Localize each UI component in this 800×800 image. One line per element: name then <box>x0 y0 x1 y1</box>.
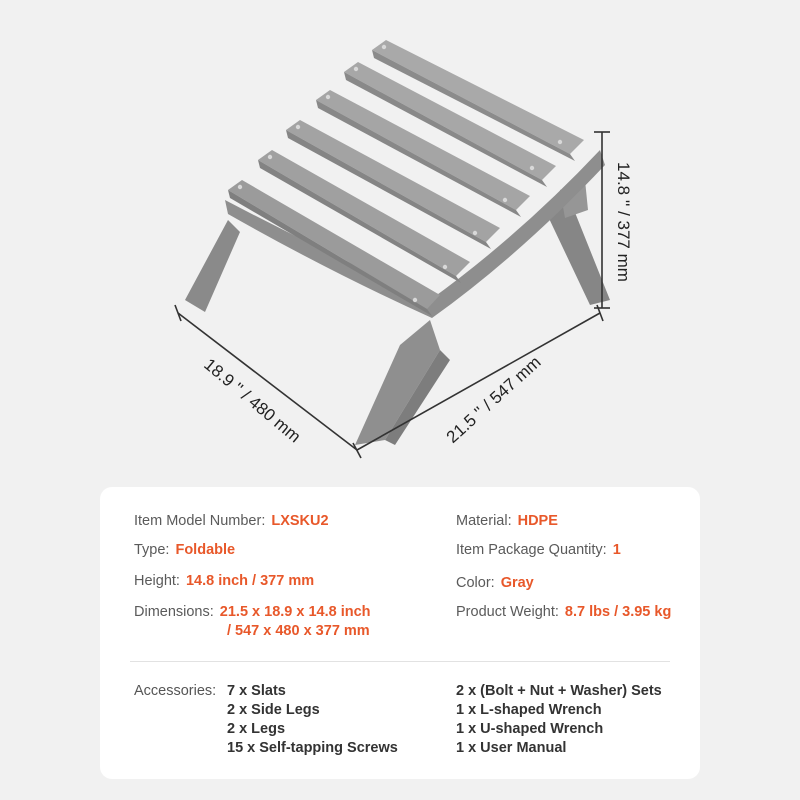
accessory-item: 2 x Legs <box>227 721 286 737</box>
width-dimension-label: 21.5 '' / 547 mm <box>442 352 545 447</box>
spec-height-value: 14.8 inch / 377 mm <box>185 573 315 589</box>
back-left-leg <box>185 220 240 312</box>
spec-material <box>456 513 558 529</box>
spec-model-label: Item Model Number: <box>134 513 266 529</box>
depth-dimension-label: 18.9 '' / 480 mm <box>200 354 305 447</box>
accessory-item: 1 x L-shaped Wrench <box>456 702 602 718</box>
spec-height <box>134 573 314 589</box>
back-right-leg <box>545 200 610 305</box>
spec-type <box>134 542 235 558</box>
spec-color <box>456 575 534 591</box>
spec-type-label: Type: <box>134 542 170 558</box>
spec-weight-label: Product Weight: <box>456 604 559 620</box>
spec-color-value: Gray <box>500 575 534 591</box>
accessories-label: Accessories: <box>134 683 217 699</box>
accessory-item: 15 x Self-tapping Screws <box>227 740 398 756</box>
spec-dimensions-label: Dimensions: <box>134 604 214 620</box>
slats <box>228 40 584 316</box>
spec-model <box>134 513 329 529</box>
spec-type-value: Foldable <box>175 542 236 558</box>
accessory-item: 7 x Slats <box>227 683 286 699</box>
spec-divider <box>130 661 670 662</box>
spec-dimensions-value-line1: 21.5 x 18.9 x 14.8 inch <box>219 604 371 620</box>
accessory-item: 2 x (Bolt + Nut + Washer) Sets <box>456 683 662 699</box>
spec-weight <box>456 604 671 620</box>
spec-material-label: Material: <box>456 513 512 529</box>
accessory-item: 2 x Side Legs <box>227 702 320 718</box>
spec-quantity-label: Item Package Quantity: <box>456 542 607 558</box>
spec-quantity <box>456 542 621 558</box>
spec-dimensions <box>134 604 371 620</box>
accessory-item: 1 x User Manual <box>456 740 567 756</box>
spec-quantity-value: 1 <box>612 542 621 558</box>
accessory-item: 1 x U-shaped Wrench <box>456 721 604 737</box>
spec-color-label: Color: <box>456 575 495 591</box>
spec-height-label: Height: <box>134 573 180 589</box>
spec-dimensions-value-line2: / 547 x 480 x 377 mm <box>227 623 370 639</box>
spec-weight-value: 8.7 lbs / 3.95 kg <box>564 604 672 620</box>
spec-card <box>100 487 700 779</box>
spec-material-value: HDPE <box>517 513 558 529</box>
spec-model-value: LXSKU2 <box>271 513 329 529</box>
height-dimension-label: 14.8 '' / 377 mm <box>614 162 633 282</box>
